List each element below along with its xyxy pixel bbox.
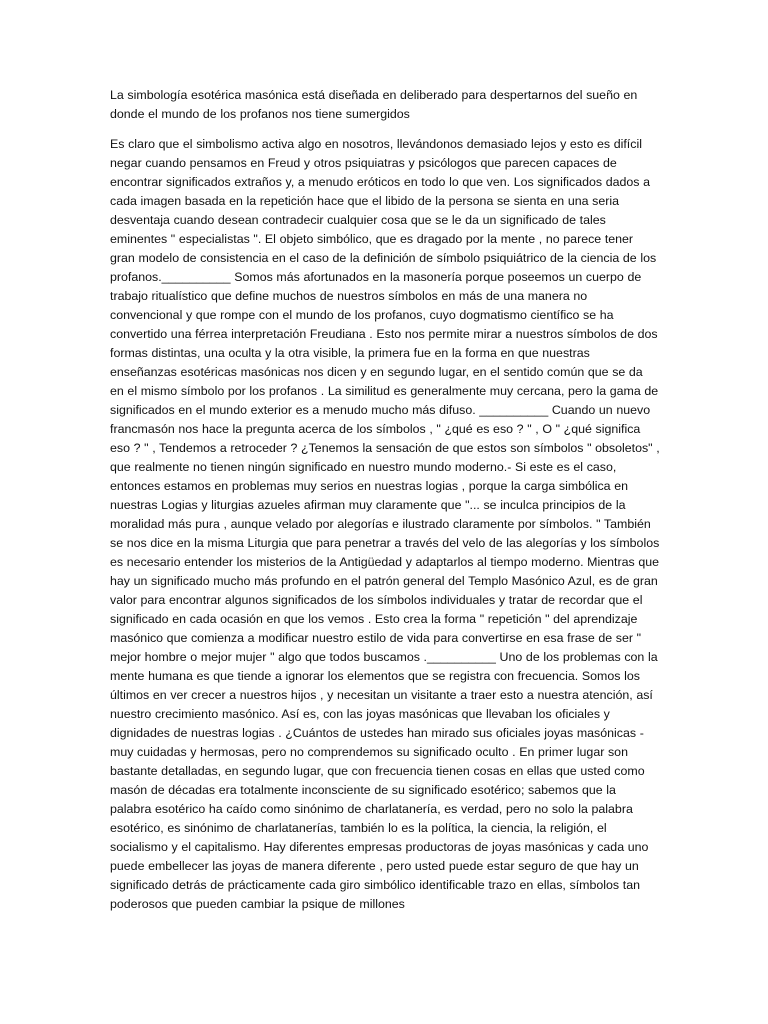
document-heading <box>110 86 660 124</box>
body-paragraph: Es claro que el simbolismo activa algo en nosotros, llevándonos demasiado lejos y esto es difícil negar cuando pensamos en Freud y otros psiquiatras y psicólogos que parecen capaces de encontrar significados extraños y, a menudo eróticos en todo lo que ven. Los significados dados a cada imagen basada en la repetición hace que el libido de la persona se sienta en una seria desventaja cuando desean contradecir cualquier cosa que se le da un significado de tales eminentes " especialistas ". El objeto simbólico, que es dragado por la mente , no parece tener gran modelo de consistencia en el caso de la definición de símbolo psiquiátrico de la ciencia de los profanos.__________ Somos más afortunados en la masonería porque poseemos un cuerpo de trabajo ritualístico que define muchos de nuestros símbolos en más de una manera no convencional y que rompe con el mundo de los profanos, cuyo dogmatismo científico se ha convertido una férrea interpretación Freudiana . Esto nos permite mirar a nuestros símbolos de dos formas distintas, una oculta y la otra visible, la primera fue en la forma en que nuestras enseñanzas esotéricas masónicas nos dicen y en segundo lugar, en el sentido común que se da en el mismo símbolo por los profanos . La similitud es generalmente muy cercana, pero la gama de significados en el mundo exterior es a menudo mucho más difuso. __________ Cuando un nuevo francmasón nos hace la pregunta acerca de los símbolos , " ¿qué es eso ? " , O " ¿qué significa eso ? " , Tendemos a retroceder ? ¿Tenemos la sensación de que estos son símbolos " obsoletos" , que realmente no tienen ningún significado en nuestro mundo moderno.- Si este es el caso, entonces estamos en problemas muy serios en nuestras logias , porque la carga simbólica en nuestras Logias y liturgias azueles afirman muy claramente que "... se inculca principios de la moralidad más pura , aunque velado por alegorías e ilustrado claramente por símbolos. " También se nos dice en la misma Liturgia que para penetrar a través del velo de las alegorías y los símbolos es necesario entender los misterios de la Antigüedad y adaptarlos al tiempo moderno. Mientras que hay un significado mucho más profundo en el patrón general del Templo Masónico Azul, es de gran valor para encontrar algunos significados de los símbolos individuales y tratar de recordar que el significado en cada ocasión en que los vemos . Esto crea la forma " repetición " del aprendizaje masónico que comienza a modificar nuestro estilo de vida para convertirse en esa frase de ser " mejor hombre o mejor mujer " algo que todos buscamos .__________ Uno de los problemas con la mente humana es que tiende a ignorar los elementos que se registra con frecuencia. Somos los últimos en ver crecer a nuestros hijos , y necesitan un visitante a traer esto a nuestra atención, así nuestro crecimiento masónico. Así es, con las joyas masónicas que llevaban los oficiales y dignidades de nuestras logias . ¿Cuántos de ustedes han mirado sus oficiales joyas masónicas - muy cuidadas y hermosas, pero no comprendemos su significado oculto . En primer lugar son bastante detalladas, en segundo lugar, que con frecuencia tienen cosas en ellas que usted como masón de décadas era totalmente inconsciente de su significado esotérico; sabemos que la palabra esotérico ha caído como sinónimo de charlatanería, es verdad, pero no solo la palabra esotérico, es sinónimo de charlatanerías, también lo es la política, la ciencia, la religión, el socialismo y el capitalismo. Hay diferentes empresas productoras de joyas masónicas y cada uno puede embellecer las joyas de manera diferente , pero usted puede estar seguro de que hay un significado detrás de prácticamente cada giro simbólico identificable trazo en ellas, símbolos tan poderosos que pueden cambiar la psique de millones <box>110 137 660 911</box>
heading-paragraph: La simbología esotérica masónica está diseñada en deliberado para despertarnos del sueño en donde el mundo de los profanos nos tiene sumergidos <box>110 88 638 121</box>
document-body <box>110 135 660 914</box>
